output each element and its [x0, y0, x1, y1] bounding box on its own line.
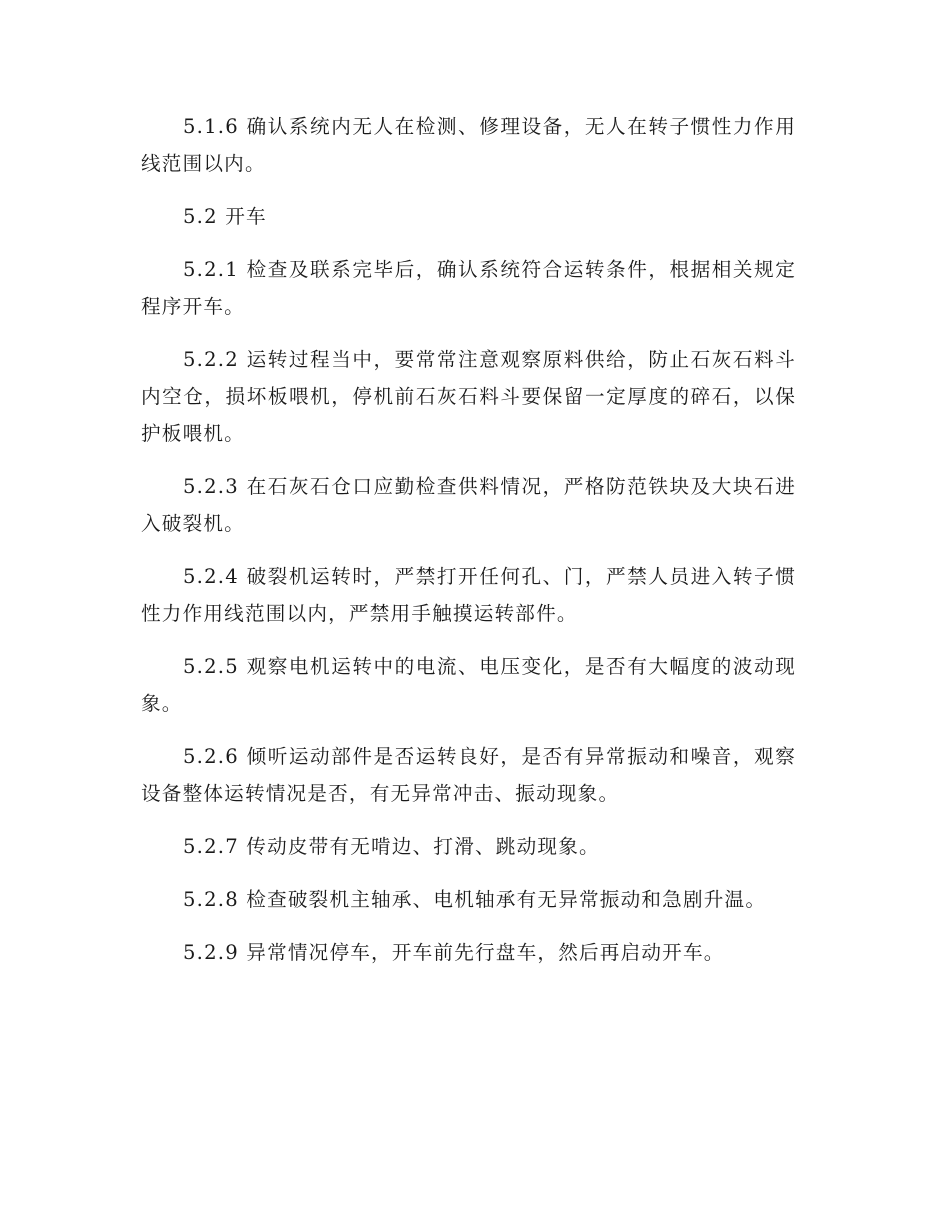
document-body — [141, 108, 796, 987]
paragraph-5-2-4: 5.2.4 破裂机运转时，严禁打开任何孔、门，严禁人员进入转子惯性力作用线范围以内，严禁用手触摸运转部件。 — [141, 565, 796, 625]
paragraph-5-2-6: 5.2.6 倾听运动部件是否运转良好，是否有异常振动和噪音，观察设备整体运转情况是否，有无异常冲击、振动现象。 — [141, 745, 796, 805]
paragraph-5-1-6: 5.1.6 确认系统内无人在检测、修理设备，无人在转子惯性力作用线范围以内。 — [141, 115, 796, 175]
section-heading-5-2: 5.2 开车 — [183, 205, 267, 228]
paragraph-5-2-8: 5.2.8 检查破裂机主轴承、电机轴承有无异常振动和急剧升温。 — [183, 888, 767, 911]
paragraph-5-2-2: 5.2.2 运转过程当中，要常常注意观察原料供给，防止石灰石料斗内空仓，损坏板喂机，停机前石灰石料斗要保留一定厚度的碎石，以保护板喂机。 — [141, 348, 796, 445]
paragraph-5-2-1: 5.2.1 检查及联系完毕后，确认系统符合运转条件，根据相关规定程序开车。 — [141, 258, 796, 318]
paragraph-5-2-7: 5.2.7 传动皮带有无啃边、打滑、跳动现象。 — [183, 835, 600, 858]
paragraph-5-2-9: 5.2.9 异常情况停车，开车前先行盘车，然后再启动开车。 — [183, 941, 725, 964]
paragraph-5-2-5: 5.2.5 观察电机运转中的电流、电压变化，是否有大幅度的波动现象。 — [141, 655, 796, 715]
paragraph-5-2-3: 5.2.3 在石灰石仓口应勤检查供料情况，严格防范铁块及大块石进入破裂机。 — [141, 475, 796, 535]
